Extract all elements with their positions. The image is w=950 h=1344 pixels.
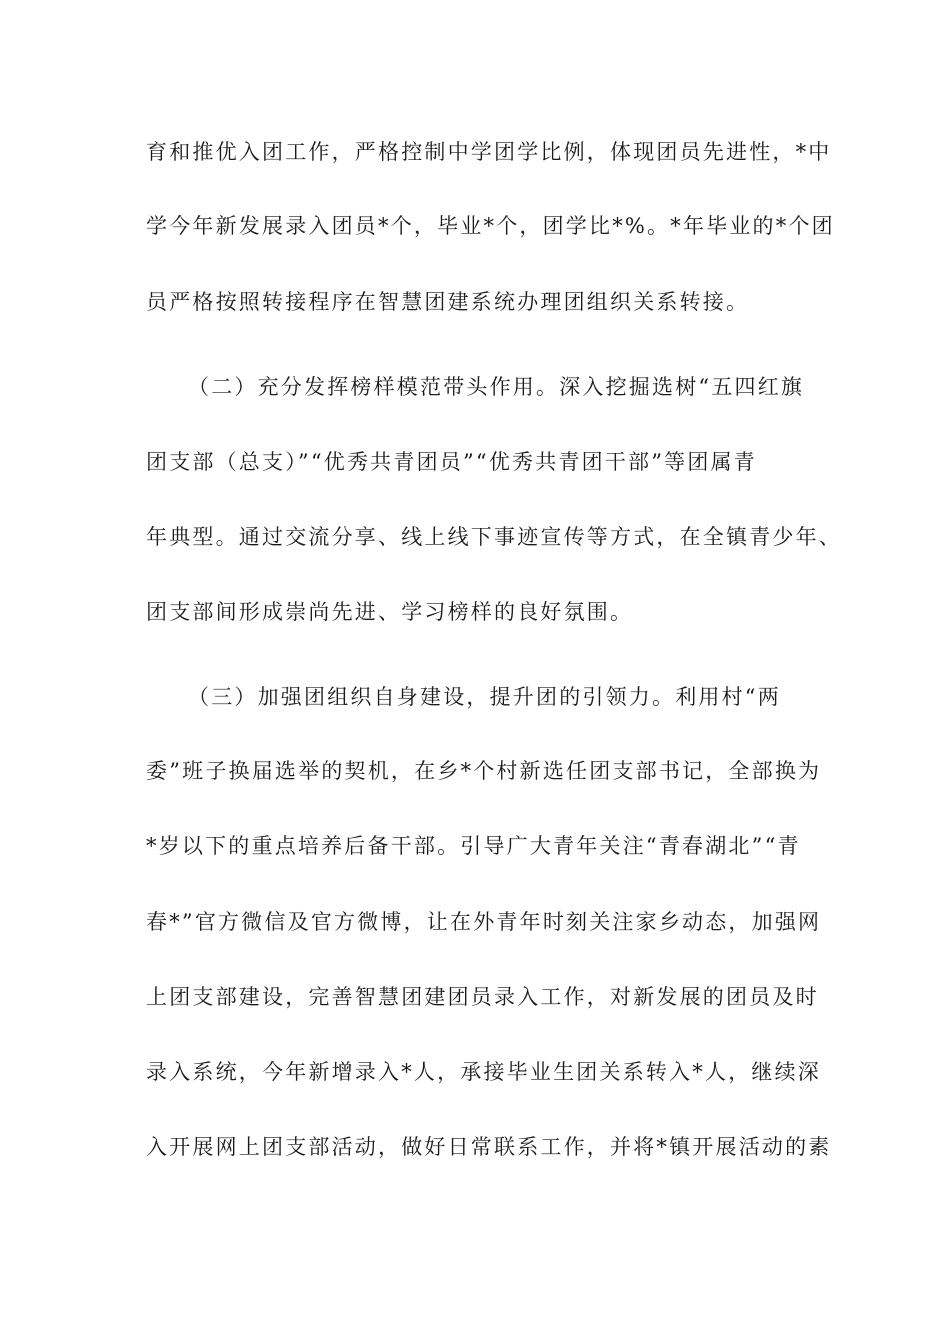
body-text-line: 上团支部建设，完善智慧团建团员录入工作，对新发展的团员及时 xyxy=(146,985,819,1009)
body-text-line: 团支部（总支）”“优秀共青团员”“优秀共青团干部”等团属青 xyxy=(146,450,757,474)
body-text-line: 育和推优入团工作，严格控制中学团学比例，体现团员先进性，*中 xyxy=(146,140,832,164)
body-text-line: 录入系统，今年新增录入*人，承接毕业生团关系转入*人，继续深 xyxy=(146,1060,821,1084)
body-text-line: 员严格按照转接程序在智慧团建系统办理团组织关系转接。 xyxy=(146,290,750,314)
body-text-line: 团支部间形成崇尚先进、学习榜样的良好氛围。 xyxy=(146,600,634,624)
body-text-line: 年典型。通过交流分享、线上线下事迹宣传等方式，在全镇青少年、 xyxy=(146,525,842,549)
section-heading-line: （二）充分发挥榜样模范带头作用。深入挖掘选树“五四红旗 xyxy=(188,375,805,399)
body-text-line: *岁以下的重点培养后备干部。引导广大青年关注“青春湖北”“青 xyxy=(146,834,801,858)
body-text-line: 学今年新发展录入团员*个，毕业*个，团学比*%。*年毕业的*个团 xyxy=(146,214,835,238)
body-text-line: 委”班子换届选举的契机，在乡*个村新选任团支部书记，全部换为 xyxy=(146,759,822,783)
section-heading-line: （三）加强团组织自身建设，提升团的引领力。利用村“两 xyxy=(188,685,781,709)
body-text-line: 春*”官方微信及官方微博，让在外青年时刻关注家乡动态，加强网 xyxy=(146,910,822,934)
body-text-line: 入开展网上团支部活动，做好日常联系工作，并将*镇开展活动的素 xyxy=(146,1135,832,1159)
